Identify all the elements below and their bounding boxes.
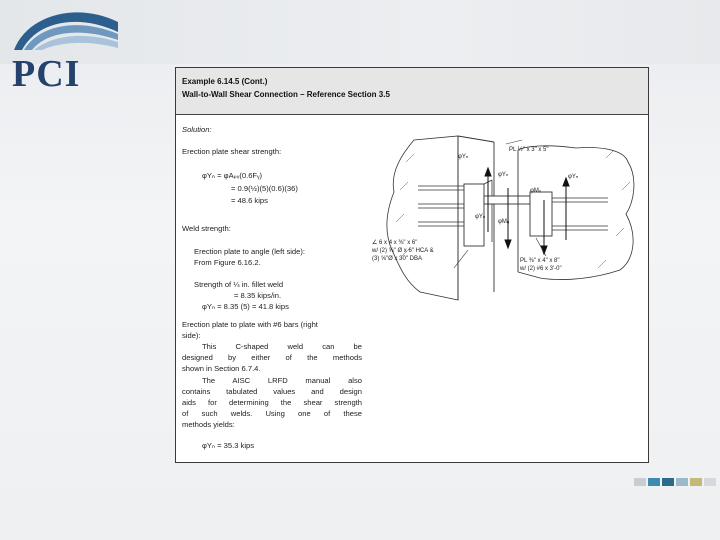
paragraph-line: This C-shaped weld can be — [202, 342, 362, 351]
angle-spec-line: (3) ⅝"Ø x 30" DBA — [372, 256, 422, 262]
plate-to-plate-side: side): — [182, 331, 201, 340]
footer-square — [662, 478, 674, 486]
fillet-strength-text: Strength of ¼ in. fillet weld — [194, 280, 284, 289]
plate-spec-line: w/ (2) #6 x 3'-0" — [520, 266, 562, 272]
erection-plate-heading: Erection plate shear strength: — [182, 147, 282, 156]
force-label: φYₙ — [568, 174, 579, 180]
paragraph-line: The AISC LRFD manual also — [202, 376, 362, 385]
paragraph-line: contains tabulated values and design — [182, 387, 362, 396]
paragraph-line: of such welds. Using one of these — [182, 409, 362, 418]
logo-text: PCI — [12, 53, 81, 95]
equation-line: = 0.9(½)(5)(0.6)(36) — [231, 184, 298, 193]
angle-spec-line: w/ (2) ⅝" Ø x 6" HCA & — [372, 248, 434, 254]
top-plate-label: PL ½" x 3" x 5" — [509, 147, 549, 153]
footer-square — [704, 478, 716, 486]
result-equation: φYₙ = 35.3 kips — [202, 441, 255, 450]
moment-label: φMᵤ — [498, 219, 510, 225]
angle-spec-line: ∠ 6 x 4 x ⅜" x 6" — [372, 240, 418, 246]
document-panel — [175, 67, 649, 463]
equation-line: φYₙ = 8.35 (5) = 41.8 kips — [202, 302, 289, 311]
force-label: φYₙ — [475, 214, 486, 220]
equation-line: = 8.35 kips/in. — [234, 291, 282, 300]
footer-square — [676, 478, 688, 486]
document-header — [176, 68, 648, 115]
footer-square — [690, 478, 702, 486]
erection-angle-text: Erection plate to angle (left side): — [194, 247, 306, 256]
paragraph-line: shown in Section 6.7.4. — [182, 364, 261, 373]
footer-square — [634, 478, 646, 486]
paragraph-line: methods yields: — [182, 420, 235, 429]
example-title: Example 6.14.5 (Cont.) — [182, 77, 268, 86]
plate-spec-line: PL ⅜" x 4" x 8" — [520, 258, 560, 264]
solution-label: Solution: — [182, 125, 212, 134]
paragraph-line: designed by either of the methods — [182, 353, 362, 362]
connection-drawing — [376, 132, 646, 302]
footer-square — [648, 478, 660, 486]
paragraph-line: aids for determining the shear strength — [182, 398, 362, 407]
equation-line: = 48.6 kips — [231, 196, 268, 205]
moment-label: φMᵤ — [530, 188, 542, 194]
equation-line: φYₙ = φAₚᵥ(0.6Fᵧ) — [202, 171, 263, 180]
plate-to-plate-text: Erection plate to plate with #6 bars (right — [182, 320, 318, 329]
force-label: φYₙ — [458, 154, 469, 160]
figure-reference: From Figure 6.16.2. — [194, 258, 261, 267]
force-label: φYₙ — [498, 172, 509, 178]
example-subtitle: Wall-to-Wall Shear Connection – Reference Section 3.5 — [182, 90, 390, 99]
weld-heading: Weld strength: — [182, 224, 231, 233]
